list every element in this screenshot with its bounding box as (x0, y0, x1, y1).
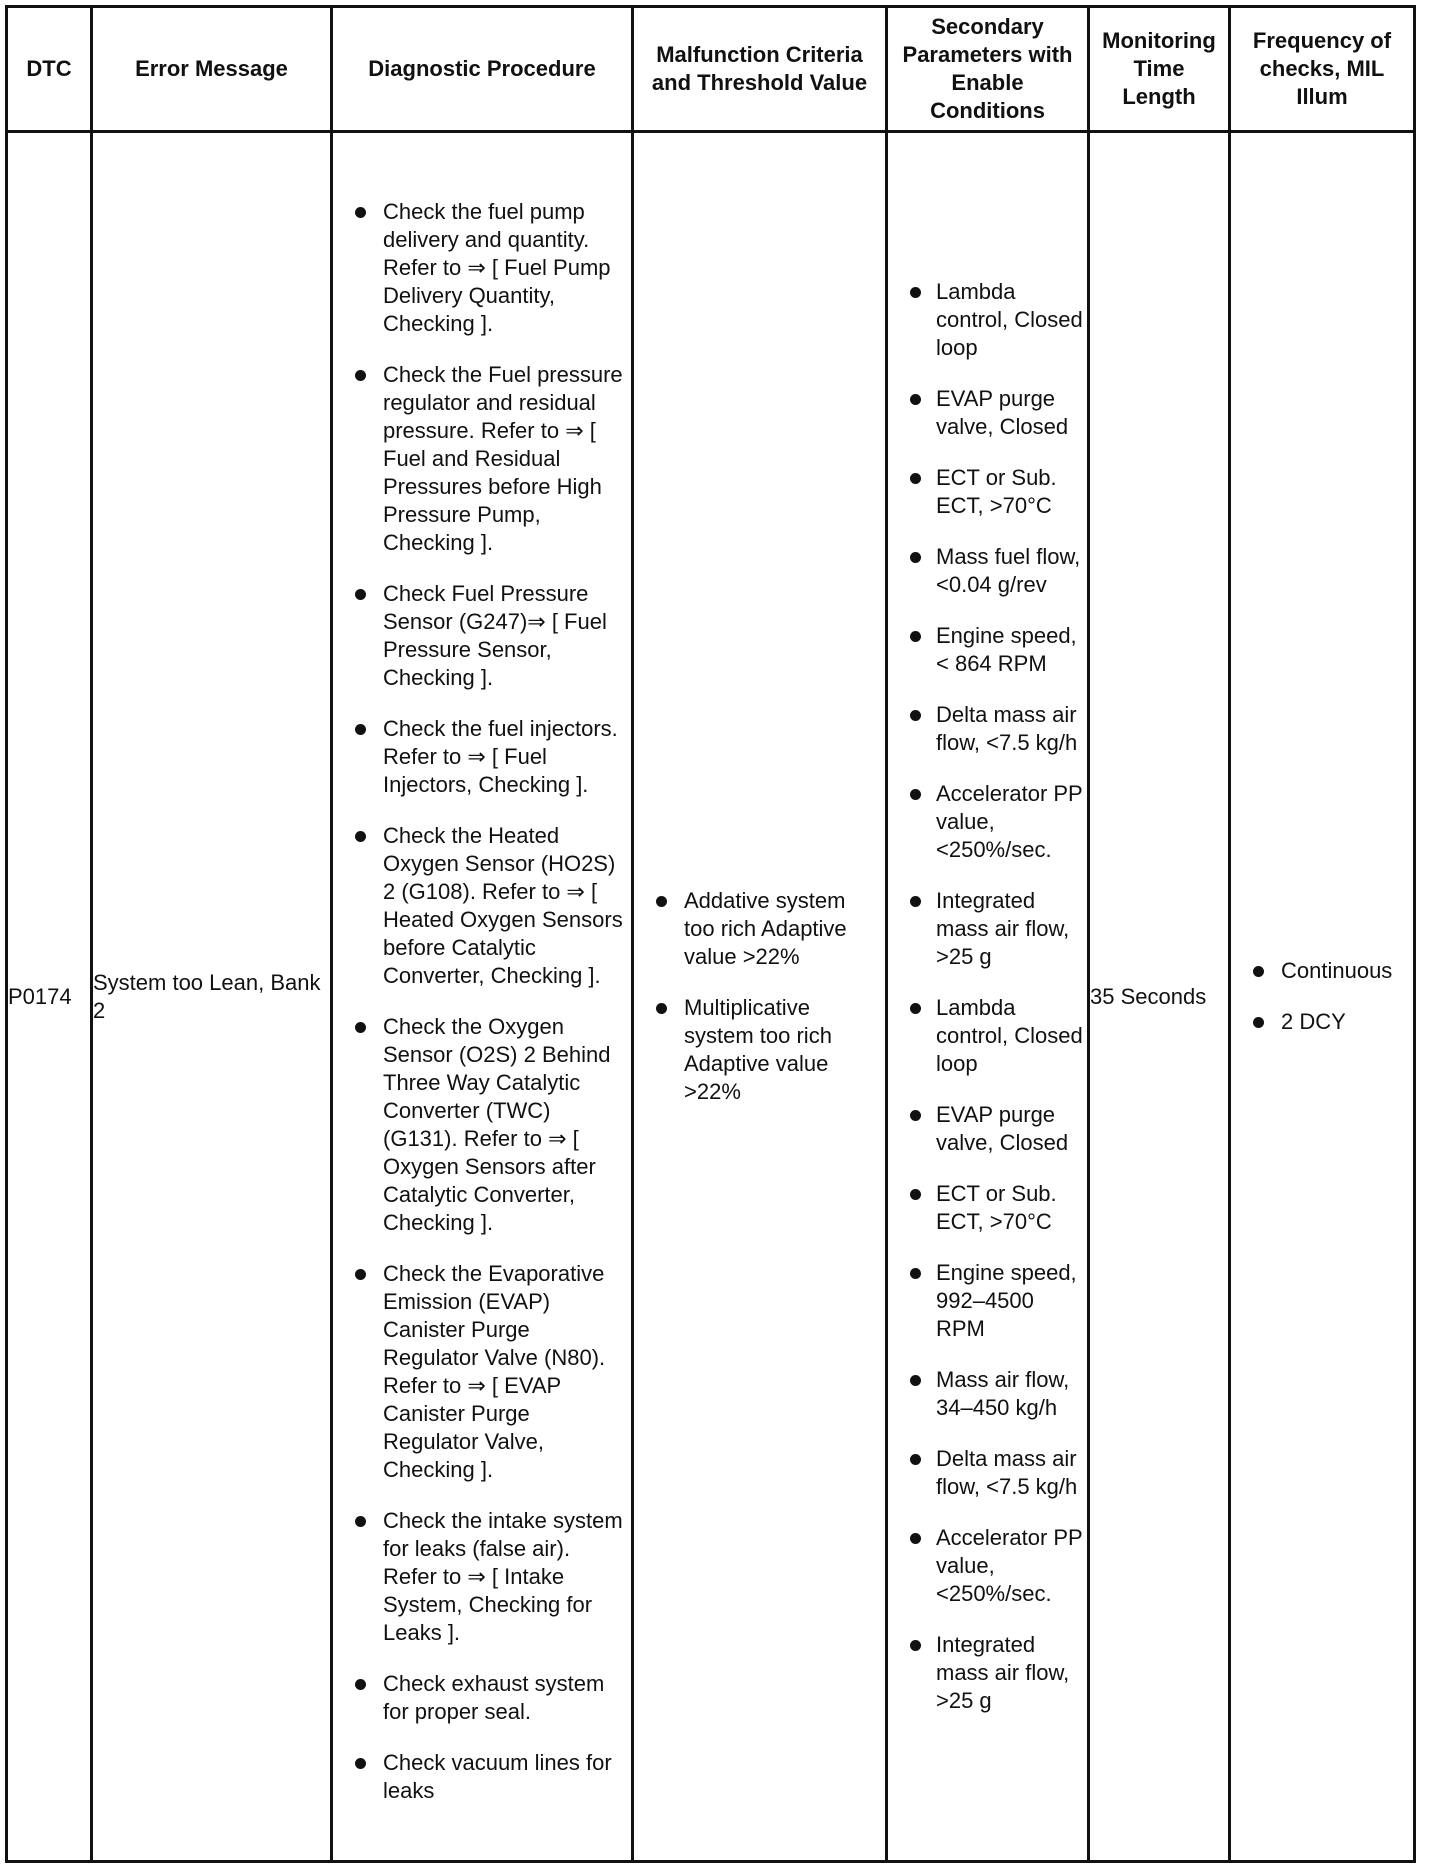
procedure-step: Check the Fuel pressure regulator and residual pressure. Refer to ⇒ [ Fuel and Residual Pressures before High Pressure Pump, Checking ]. (333, 361, 627, 557)
enable-condition: Integrated mass air flow, >25 g (888, 1631, 1087, 1715)
frequency-item: Continuous (1231, 957, 1413, 985)
malfunction-criterion: Multiplicative system too rich Adaptive value >22% (634, 994, 885, 1106)
diagnostic-procedure-cell (332, 132, 633, 1862)
enable-condition: Delta mass air flow, <7.5 kg/h (888, 701, 1087, 757)
dtc-code: P0174 (7, 132, 92, 1862)
header-row (7, 7, 1415, 132)
malfunction-criterion: Addative system too rich Adaptive value >22% (634, 887, 885, 971)
enable-condition: ECT or Sub. ECT, >70°C (888, 464, 1087, 520)
enable-condition: EVAP purge valve, Closed (888, 1101, 1087, 1157)
enable-condition: Lambda control, Closed loop (888, 994, 1087, 1078)
header-diagnostic-procedure: Diagnostic Procedure (332, 7, 633, 132)
enable-condition: Engine speed, 992–4500 RPM (888, 1259, 1087, 1343)
enable-condition: Mass fuel flow, <0.04 g/rev (888, 543, 1087, 599)
procedure-step: Check vacuum lines for leaks (333, 1749, 627, 1805)
frequency-list (1231, 957, 1413, 1036)
malfunction-criteria-cell (633, 132, 887, 1862)
enable-condition: Integrated mass air flow, >25 g (888, 887, 1087, 971)
procedure-step: Check the fuel injectors. Refer to ⇒ [ Fuel Injectors, Checking ]. (333, 715, 627, 799)
enable-condition: Mass air flow, 34–450 kg/h (888, 1366, 1087, 1422)
procedure-step: Check the fuel pump delivery and quantity. Refer to ⇒ [ Fuel Pump Delivery Quantity, Checking ]. (333, 198, 627, 338)
secondary-parameters-list (888, 278, 1087, 1715)
header-malfunction-criteria: Malfunction Criteria and Threshold Value (633, 7, 887, 132)
procedure-step: Check Fuel Pressure Sensor (G247)⇒ [ Fuel Pressure Sensor, Checking ]. (333, 580, 627, 692)
frequency-cell (1230, 132, 1415, 1862)
enable-condition: ECT or Sub. ECT, >70°C (888, 1180, 1087, 1236)
procedure-step: Check the Oxygen Sensor (O2S) 2 Behind Three Way Catalytic Converter (TWC) (G131). Refer to ⇒ [ Oxygen Sensors after Catalytic Converter, Checking ]. (333, 1013, 627, 1237)
header-dtc: DTC (7, 7, 92, 132)
error-message: System too Lean, Bank 2 (92, 132, 332, 1862)
secondary-parameters-cell (887, 132, 1089, 1862)
dtc-table (5, 5, 1416, 1863)
header-secondary-parameters: Secondary Parameters with Enable Conditions (887, 7, 1089, 132)
table-row (7, 132, 1415, 1862)
enable-condition: Delta mass air flow, <7.5 kg/h (888, 1445, 1087, 1501)
malfunction-criteria-list (634, 887, 885, 1106)
procedure-step: Check the intake system for leaks (false air). Refer to ⇒ [ Intake System, Checking for Leaks ]. (333, 1507, 627, 1647)
procedure-step: Check the Heated Oxygen Sensor (HO2S) 2 (G108). Refer to ⇒ [ Heated Oxygen Sensors before Catalytic Converter, Checking ]. (333, 822, 627, 990)
monitoring-time: 35 Seconds (1089, 132, 1230, 1862)
header-frequency: Frequency of checks, MIL Illum (1230, 7, 1415, 132)
header-error-message: Error Message (92, 7, 332, 132)
enable-condition: Engine speed, < 864 RPM (888, 622, 1087, 678)
procedure-step: Check exhaust system for proper seal. (333, 1670, 627, 1726)
header-monitoring-time: Monitoring Time Length (1089, 7, 1230, 132)
procedure-step: Check the Evaporative Emission (EVAP) Canister Purge Regulator Valve (N80). Refer to ⇒ [ EVAP Canister Purge Regulator Valve, Checking ]. (333, 1260, 627, 1484)
enable-condition: Accelerator PP value, <250%/sec. (888, 780, 1087, 864)
enable-condition: Lambda control, Closed loop (888, 278, 1087, 362)
frequency-item: 2 DCY (1231, 1008, 1413, 1036)
enable-condition: EVAP purge valve, Closed (888, 385, 1087, 441)
diagnostic-procedure-list (333, 188, 631, 1805)
enable-condition: Accelerator PP value, <250%/sec. (888, 1524, 1087, 1608)
